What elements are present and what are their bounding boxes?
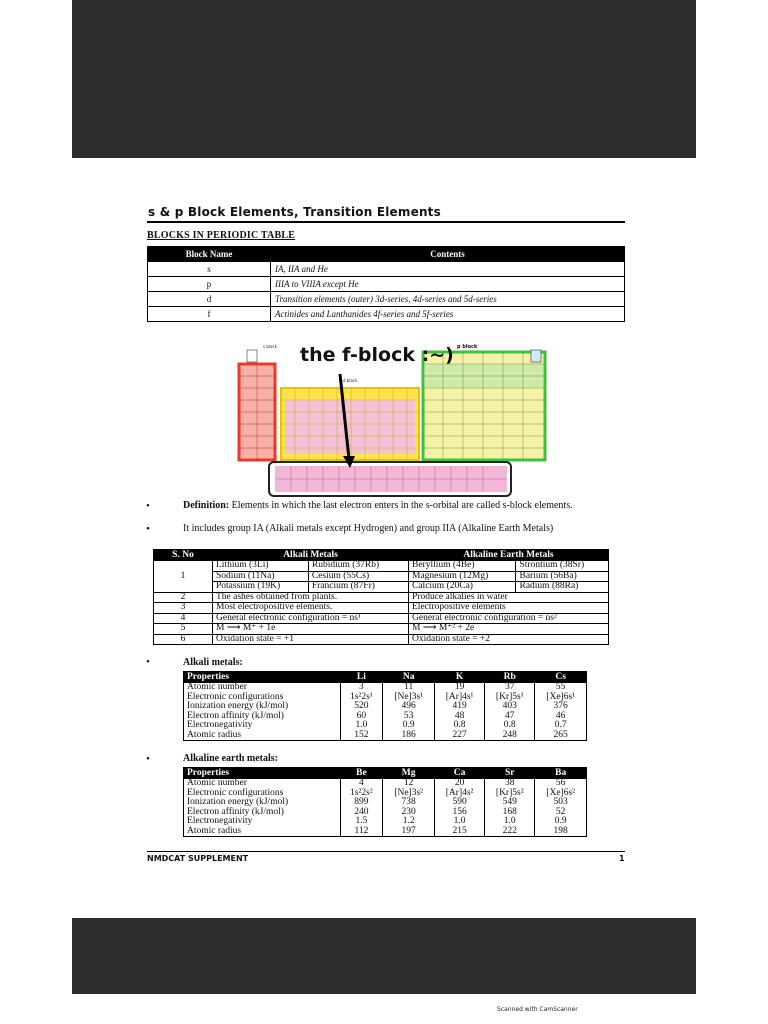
block-name: p	[148, 277, 271, 292]
table-row	[148, 292, 625, 307]
blocks-header-block-name: Block Name	[148, 247, 271, 262]
cell: 37	[485, 683, 535, 693]
cell: 38	[485, 779, 535, 789]
cell: [Ne]3s²	[383, 789, 435, 799]
prop-header: Be	[340, 768, 383, 779]
definition-label: Definition:	[183, 500, 230, 511]
cell: 376	[535, 702, 587, 712]
cell: 47	[485, 712, 535, 722]
cell: 1.0	[435, 817, 485, 827]
table-row	[184, 779, 587, 789]
cell: The ashes obtained from plants.	[213, 592, 409, 603]
cell: 0.8	[485, 721, 535, 731]
row-number: 5	[154, 624, 213, 635]
cell: 4	[340, 779, 383, 789]
table-row	[154, 592, 609, 603]
cell: Oxidation state = +2	[409, 634, 609, 645]
cell: Most electropositive elements.	[213, 603, 409, 614]
prop-header: Na	[383, 672, 435, 683]
cell: 1.0	[485, 817, 535, 827]
block-contents: Actinides and Lanthanides 4f-series and 5f-series	[271, 307, 625, 322]
cell: 738	[383, 798, 435, 808]
row-number: 6	[154, 634, 213, 645]
scanner-watermark: Scanned with CamScanner	[497, 1006, 578, 1013]
cell: Electronegativity	[184, 721, 341, 731]
prop-header: Li	[340, 672, 383, 683]
cell: Electron affinity (kJ/mol)	[184, 808, 341, 818]
cell: 198	[535, 827, 587, 837]
cell: Radium (88Ra)	[516, 582, 609, 593]
table-row	[148, 277, 625, 292]
cell: Magnesium (12Mg)	[409, 571, 516, 582]
alkali-header-alkali: Alkali Metals	[213, 550, 409, 561]
cell: [Kr]5s¹	[485, 693, 535, 703]
includes-text: It includes group IA (Alkali metals except Hydrogen) and group IIA (Alkaline Earth Metals)	[183, 523, 554, 534]
cell: 265	[535, 731, 587, 741]
cell: 0.9	[383, 721, 435, 731]
cell: 48	[435, 712, 485, 722]
cell: Cesium (55Cs)	[308, 571, 408, 582]
block-contents: IA, IIA and He	[271, 262, 625, 277]
cell: 53	[383, 712, 435, 722]
cell: 590	[435, 798, 485, 808]
block-name: s	[148, 262, 271, 277]
cell: 3	[340, 683, 383, 693]
cell: Atomic radius	[184, 731, 341, 741]
cell: 46	[535, 712, 587, 722]
cell: 899	[340, 798, 383, 808]
cell: 520	[340, 702, 383, 712]
table-row	[184, 817, 587, 827]
cell: 19	[435, 683, 485, 693]
cell: Potassium (19K)	[213, 582, 309, 593]
cell: Electronegativity	[184, 817, 341, 827]
cell: 503	[535, 798, 587, 808]
cell: Beryllium (4Be)	[409, 561, 516, 572]
blocks-table	[147, 246, 625, 322]
prop-header: K	[435, 672, 485, 683]
cell: Electronic configurations	[184, 693, 341, 703]
s-block-label: s block	[263, 344, 277, 349]
p-block-label: p block	[457, 344, 478, 350]
cell: 112	[340, 827, 383, 837]
table-row	[154, 613, 609, 624]
cell: 222	[485, 827, 535, 837]
cell: Ionization energy (kJ/mol)	[184, 702, 341, 712]
cell: 1.2	[383, 817, 435, 827]
prop-header: Ca	[435, 768, 485, 779]
table-row	[154, 634, 609, 645]
cell: 403	[485, 702, 535, 712]
section-heading: BLOCKS IN PERIODIC TABLE	[147, 230, 296, 241]
cell: Oxidation state = +1	[213, 634, 409, 645]
cell: 0.9	[535, 817, 587, 827]
cell: 20	[435, 779, 485, 789]
cell: 0.7	[535, 721, 587, 731]
table-row	[154, 624, 609, 635]
row-number: 4	[154, 613, 213, 624]
table-row	[184, 683, 587, 693]
cell: [Xe]6s¹	[535, 693, 587, 703]
cell: [Ne]3s¹	[383, 693, 435, 703]
table-row	[154, 603, 609, 614]
bullet-icon: •	[146, 656, 150, 668]
table-row	[154, 571, 609, 582]
prop-header: Rb	[485, 672, 535, 683]
cell: 419	[435, 702, 485, 712]
cell: Atomic radius	[184, 827, 341, 837]
bullet-icon: •	[146, 523, 150, 535]
bottom-dark-band	[72, 918, 696, 994]
cell: 227	[435, 731, 485, 741]
table-row	[154, 561, 609, 572]
cell: Barium (56Ba)	[516, 571, 609, 582]
cell: Electronic configurations	[184, 789, 341, 799]
table-row	[184, 827, 587, 837]
cell: 11	[383, 683, 435, 693]
alkali-properties-table	[183, 671, 587, 741]
d-block-label: d block	[343, 378, 358, 383]
table-row	[184, 731, 587, 741]
block-name: f	[148, 307, 271, 322]
row-number: 3	[154, 603, 213, 614]
cell: 1.5	[340, 817, 383, 827]
cell: 1s²2s²	[340, 789, 383, 799]
alkali-header-sno: S. No	[154, 550, 213, 561]
cell: Strontium (38Sr)	[516, 561, 609, 572]
top-dark-band	[72, 0, 696, 158]
cell: Rubidium (37Rb)	[308, 561, 408, 572]
page-title: s & p Block Elements, Transition Elements	[148, 205, 441, 219]
prop-header: Properties	[184, 768, 341, 779]
figure-caption: the f-block :~)	[300, 344, 454, 366]
cell: 52	[535, 808, 587, 818]
alkali-metals-label: Alkali metals:	[183, 657, 243, 668]
cell: [Ar]4s¹	[435, 693, 485, 703]
cell: 549	[485, 798, 535, 808]
cell: 60	[340, 712, 383, 722]
alkaline-earth-label: Alkaline earth metals:	[183, 753, 278, 764]
footer-title: NMDCAT SUPPLEMENT	[147, 854, 249, 863]
cell: 240	[340, 808, 383, 818]
cell: Electron affinity (kJ/mol)	[184, 712, 341, 722]
cell: Atomic number	[184, 683, 341, 693]
cell: [Xe]6s²	[535, 789, 587, 799]
cell: 12	[383, 779, 435, 789]
cell: General electronic configuration = ns¹	[213, 613, 409, 624]
title-rule	[147, 221, 625, 223]
cell: 0.8	[435, 721, 485, 731]
cell: [Ar]4s²	[435, 789, 485, 799]
table-row	[148, 262, 625, 277]
bullet-icon: •	[146, 500, 150, 512]
alkali-table	[153, 549, 609, 645]
blocks-header-contents: Contents	[271, 247, 625, 262]
bullet-icon: •	[146, 753, 150, 765]
cell: Francium (87Fr)	[308, 582, 408, 593]
prop-header: Cs	[535, 672, 587, 683]
cell: Ionization energy (kJ/mol)	[184, 798, 341, 808]
cell: 215	[435, 827, 485, 837]
block-contents: Transition elements (outer) 3d-series, 4d-series and 5d-series	[271, 292, 625, 307]
prop-header: Ba	[535, 768, 587, 779]
cell: 197	[383, 827, 435, 837]
table-row	[184, 721, 587, 731]
row-number: 1	[154, 561, 213, 593]
table-row	[154, 582, 609, 593]
cell: 156	[435, 808, 485, 818]
cell: 186	[383, 731, 435, 741]
cell: M ⟶ M⁺ + 1e	[213, 624, 409, 635]
cell: [Kr]5s²	[485, 789, 535, 799]
cell: 248	[485, 731, 535, 741]
cell: 230	[383, 808, 435, 818]
cell: Sodium (11Na)	[213, 571, 309, 582]
cell: 55	[535, 683, 587, 693]
cell: Produce alkalies in water	[409, 592, 609, 603]
cell: 56	[535, 779, 587, 789]
definition-text	[183, 501, 603, 511]
prop-header: Sr	[485, 768, 535, 779]
page-number: 1	[619, 854, 625, 863]
earth-properties-table	[183, 767, 587, 837]
cell: 1s²2s¹	[340, 693, 383, 703]
definition-body: Elements in which the last electron enters in the s-orbital are called s-block elements.	[229, 500, 573, 511]
table-row	[148, 307, 625, 322]
prop-header: Mg	[383, 768, 435, 779]
cell: Calcium (20Ca)	[409, 582, 516, 593]
row-number: 2	[154, 592, 213, 603]
footer-rule	[147, 851, 625, 852]
cell: 168	[485, 808, 535, 818]
block-contents: IIIA to VIIIA except He	[271, 277, 625, 292]
cell: 152	[340, 731, 383, 741]
cell: General electronic configuration = ns²	[409, 613, 609, 624]
cell: 1.0	[340, 721, 383, 731]
alkali-header-earth: Alkaline Earth Metals	[409, 550, 609, 561]
cell: Lithium (3Li)	[213, 561, 309, 572]
block-name: d	[148, 292, 271, 307]
prop-header: Properties	[184, 672, 341, 683]
cell: Electropositive elements	[409, 603, 609, 614]
cell: 496	[383, 702, 435, 712]
cell: M ⟶ M⁺² + 2e	[409, 624, 609, 635]
cell: Atomic number	[184, 779, 341, 789]
